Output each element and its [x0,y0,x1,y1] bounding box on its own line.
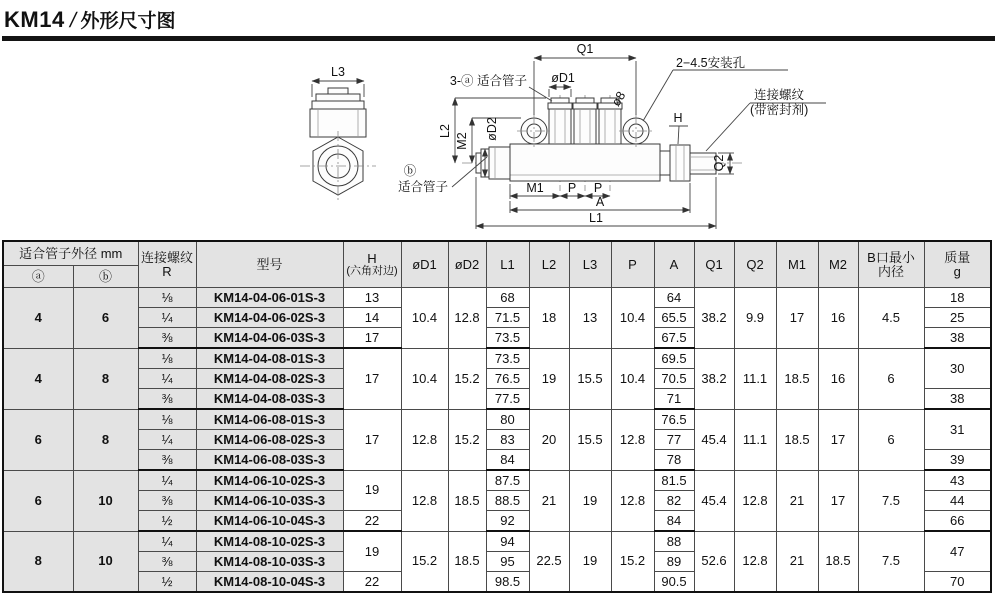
title-separator: / [67,9,79,32]
header-model: 型号 [196,241,343,288]
cell-h: 22 [343,572,401,593]
mounting-hole-right [619,114,653,148]
cell-a: 81.5 [654,470,694,491]
cell-bmin: 7.5 [858,470,924,531]
cell-d1: 12.8 [401,470,448,531]
cell-m1: 18.5 [776,348,818,409]
cell-l3: 15.5 [569,409,611,470]
cell-l2: 21 [529,470,569,531]
header-p: P [611,241,654,288]
side-view [300,65,376,201]
cell-l1: 68 [486,288,529,308]
cell-model: KM14-06-08-02S-3 [196,430,343,450]
dim-label-l1: L1 [589,211,603,225]
dim-label-m2: M2 [455,132,469,150]
cell-thread: ⅜ [138,552,196,572]
cell-p: 10.4 [611,348,654,409]
header-q1: Q1 [694,241,734,288]
table-row [3,409,991,430]
cell-l3: 15.5 [569,348,611,409]
cell-l1: 98.5 [486,572,529,593]
cell-model: KM14-06-08-03S-3 [196,450,343,471]
cell-q2: 9.9 [734,288,776,349]
cell-h: 19 [343,470,401,511]
top-tube-fittings [548,98,622,144]
cell-q1: 45.4 [694,470,734,531]
title-text: 外形尺寸图 [80,11,176,32]
cell-thread: ⅛ [138,409,196,430]
header-l2: L2 [529,241,569,288]
cell-d2: 18.5 [448,470,486,531]
cell-q2: 11.1 [734,348,776,409]
cell-p: 12.8 [611,470,654,531]
header-d2: øD2 [448,241,486,288]
cell-thread: ½ [138,572,196,593]
threaded-end [660,145,716,181]
cell-tube-a: 6 [3,470,73,531]
cell-weight: 47 [924,531,991,572]
cell-weight: 38 [924,328,991,349]
cell-l1: 77.5 [486,389,529,410]
dim-label-d1: øD1 [551,71,575,85]
cell-tube-b: 10 [73,470,138,531]
cell-h: 17 [343,348,401,409]
cell-bmin: 7.5 [858,531,924,592]
cell-q2: 12.8 [734,470,776,531]
cell-l1: 73.5 [486,348,529,369]
dim-label-q1: Q1 [576,42,594,56]
cell-d2: 18.5 [448,531,486,592]
cell-weight: 66 [924,511,991,532]
cell-l3: 19 [569,531,611,592]
cell-model: KM14-08-10-02S-3 [196,531,343,552]
cell-m2: 17 [818,470,858,531]
cell-m1: 18.5 [776,409,818,470]
cell-a: 69.5 [654,348,694,369]
dim-label-d2: øD2 [485,117,499,141]
dim-label-l3: L3 [331,65,345,79]
cell-model: KM14-04-06-02S-3 [196,308,343,328]
cell-model: KM14-06-10-02S-3 [196,470,343,491]
header-sub-b: ⓑ [73,266,138,288]
cell-q1: 52.6 [694,531,734,592]
cell-q1: 45.4 [694,409,734,470]
cell-thread: ⅜ [138,450,196,471]
cell-m1: 17 [776,288,818,349]
cell-a: 78 [654,450,694,471]
header-a: A [654,241,694,288]
cell-l2: 20 [529,409,569,470]
cell-tube-b: 6 [73,288,138,349]
cell-a: 82 [654,491,694,511]
dim-label-p2: P [593,181,603,195]
cell-thread: ¼ [138,531,196,552]
cell-bmin: 4.5 [858,288,924,349]
cell-thread: ¼ [138,430,196,450]
header-m1: M1 [776,241,818,288]
cell-thread: ⅜ [138,491,196,511]
header-h: H (六角对边) [343,241,401,288]
cell-model: KM14-04-08-02S-3 [196,369,343,389]
dim-label-l2: L2 [438,124,452,138]
cell-model: KM14-06-10-03S-3 [196,491,343,511]
cell-tube-b: 8 [73,409,138,470]
cell-l2: 19 [529,348,569,409]
cell-weight: 70 [924,572,991,593]
header-l1: L1 [486,241,529,288]
cell-a: 64 [654,288,694,308]
cell-d1: 10.4 [401,288,448,349]
callout-thread-line1: 连接螺纹 [754,88,805,102]
cell-thread: ¼ [138,470,196,491]
dim-label-h: H [673,111,683,125]
cell-l2: 22.5 [529,531,569,592]
cell-d1: 10.4 [401,348,448,409]
cell-thread: ⅜ [138,389,196,410]
cell-h: 17 [343,409,401,470]
cell-a: 84 [654,511,694,532]
cell-weight: 43 [924,470,991,491]
cell-p: 10.4 [611,288,654,349]
cell-model: KM14-04-08-03S-3 [196,389,343,410]
cell-l1: 94 [486,531,529,552]
drawing-svg [0,41,997,233]
cell-thread: ⅛ [138,348,196,369]
cell-a: 89 [654,552,694,572]
cell-l1: 76.5 [486,369,529,389]
cell-l1: 88.5 [486,491,529,511]
cell-m2: 16 [818,288,858,349]
cell-m1: 21 [776,470,818,531]
header-d1: øD1 [401,241,448,288]
header-m2: M2 [818,241,858,288]
table-row [3,531,991,552]
manifold-body [510,144,660,181]
cell-q2: 11.1 [734,409,776,470]
cell-l1: 95 [486,552,529,572]
cell-a: 88 [654,531,694,552]
callout-tube-b: 适合管子 [398,180,449,194]
cell-tube-a: 4 [3,288,73,349]
cell-bmin: 6 [858,409,924,470]
cell-thread: ½ [138,511,196,532]
cell-m2: 16 [818,348,858,409]
cell-m1: 21 [776,531,818,592]
cell-a: 77 [654,430,694,450]
cell-a: 90.5 [654,572,694,593]
dimension-drawing [0,41,997,233]
cell-d1: 15.2 [401,531,448,592]
cell-tube-a: 8 [3,531,73,592]
cell-h: 17 [343,328,401,349]
cell-m2: 17 [818,409,858,470]
cell-model: KM14-04-06-03S-3 [196,328,343,349]
series-code: KM14 [4,7,65,32]
cell-a: 65.5 [654,308,694,328]
dim-label-a: A [595,195,605,209]
cell-l3: 13 [569,288,611,349]
callout-mounting-holes: 2−4.5安装孔 [676,56,746,70]
cell-model: KM14-08-10-03S-3 [196,552,343,572]
header-q2: Q2 [734,241,776,288]
header-sub-a: ⓐ [3,266,73,288]
callout-tube-b-mark: ⓑ [403,164,417,178]
cell-p: 12.8 [611,409,654,470]
dim-label-q2: Q2 [712,154,726,172]
cell-a: 76.5 [654,409,694,430]
cell-a: 67.5 [654,328,694,349]
cell-thread: ¼ [138,308,196,328]
cell-model: KM14-04-08-01S-3 [196,348,343,369]
cell-weight: 25 [924,308,991,328]
cell-model: KM14-06-10-04S-3 [196,511,343,532]
cell-model: KM14-08-10-04S-3 [196,572,343,593]
cell-l1: 73.5 [486,328,529,349]
cell-weight: 44 [924,491,991,511]
cell-m2: 18.5 [818,531,858,592]
dim-label-m1: M1 [526,181,544,195]
cell-model: KM14-04-06-01S-3 [196,288,343,308]
cell-weight: 39 [924,450,991,471]
header-l3: L3 [569,241,611,288]
table-row [3,470,991,491]
cell-a: 71 [654,389,694,410]
cell-l2: 18 [529,288,569,349]
header-tube-od: 适合管子外径 mm [3,241,138,266]
cell-h: 19 [343,531,401,572]
cell-q1: 38.2 [694,348,734,409]
cell-tube-a: 6 [3,409,73,470]
cell-thread: ⅛ [138,288,196,308]
cell-q2: 12.8 [734,531,776,592]
cell-h: 22 [343,511,401,532]
cell-l1: 87.5 [486,470,529,491]
cell-p: 15.2 [611,531,654,592]
cell-model: KM14-06-08-01S-3 [196,409,343,430]
callout-tube-a: 3-ⓐ 适合管子 [449,74,527,88]
dim-label-p1: P [567,181,577,195]
table-row [3,348,991,369]
table-row [3,288,991,308]
header-thread-r: 连接螺纹 R [138,241,196,288]
cell-l1: 84 [486,450,529,471]
cell-a: 70.5 [654,369,694,389]
dim-label-phi8: ø8 [608,88,629,109]
cell-l3: 19 [569,470,611,531]
cell-l1: 80 [486,409,529,430]
cell-tube-a: 4 [3,348,73,409]
cell-tube-b: 8 [73,348,138,409]
cell-weight: 30 [924,348,991,389]
cell-bmin: 6 [858,348,924,409]
cell-d2: 15.2 [448,409,486,470]
cell-weight: 38 [924,389,991,410]
dimension-table [2,240,992,593]
cell-weight: 31 [924,409,991,450]
front-view [462,95,745,191]
cell-l1: 92 [486,511,529,532]
mounting-hole-left [517,114,551,148]
cell-l1: 71.5 [486,308,529,328]
cell-thread: ¼ [138,369,196,389]
cell-h: 13 [343,288,401,308]
cell-d2: 12.8 [448,288,486,349]
header-b-min: B口最小 内径 [858,241,924,288]
cell-l1: 83 [486,430,529,450]
callout-thread-line2: (带密封剂) [750,103,809,117]
page-title [0,0,997,33]
cell-d2: 15.2 [448,348,486,409]
cell-h: 14 [343,308,401,328]
cell-q1: 38.2 [694,288,734,349]
cell-tube-b: 10 [73,531,138,592]
cell-thread: ⅜ [138,328,196,349]
cell-d1: 12.8 [401,409,448,470]
hex-nut [670,145,690,181]
side-tube-fitting [476,147,510,179]
cell-weight: 18 [924,288,991,308]
header-weight: 质量 g [924,241,991,288]
